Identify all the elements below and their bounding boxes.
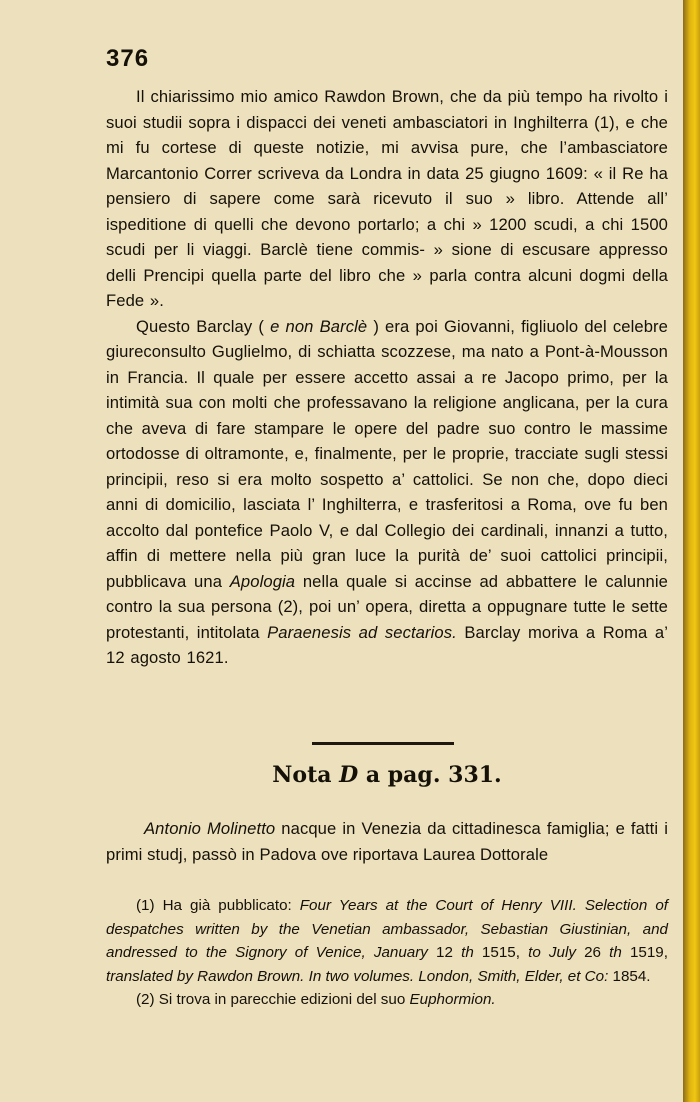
text-run: 1519,	[621, 944, 668, 962]
text-run: 1515,	[473, 944, 529, 962]
footnote	[106, 988, 668, 1012]
main-text	[106, 84, 668, 671]
text-run: 26	[575, 944, 610, 962]
italic-text: Antonio Molinetto	[144, 819, 276, 838]
italic-text: th	[609, 944, 622, 962]
text-run: (2) Si trova in parecchie edizioni del suo	[136, 991, 410, 1009]
note-heading-letter: D	[339, 762, 359, 788]
note-paragraph	[106, 816, 668, 868]
note-heading-post: a pag. 331.	[358, 762, 502, 788]
italic-text: Four Years at the Court of Henry VIII. Selection of despatches written by the Venetian ambassador, Sebastian Giustinian, and andressed to the Signory of Venice, January	[106, 897, 668, 962]
text-run: 12	[427, 944, 462, 962]
page-number: 376	[106, 45, 150, 72]
paragraph	[106, 314, 668, 671]
italic-text: Paraenesis ad sectarios.	[267, 622, 457, 642]
text-run: Questo Barclay (	[136, 316, 271, 336]
footnote	[106, 894, 668, 988]
paragraph	[106, 84, 668, 314]
italic-text: Euphormion.	[409, 991, 496, 1009]
note-heading-pre: Nota	[272, 762, 340, 788]
italic-text: translated by Rawdon Brown. In two volumes. London, Smith, Elder, et Co:	[106, 967, 609, 985]
note-heading	[106, 762, 668, 788]
text-run: Il chiarissimo mio amico Rawdon Brown, che da più tempo ha rivolto i suoi studii sopra i dispacci dei veneti ambasciatori in Inghilterra (1), e che mi fu cortese di queste notizie, mi avvisa pure, che l’ambasciatore Marcantonio Correr scriveva da Londra in data 25 giugno 1609: « il Re ha pensiero di sapere come sarà ricevuto il suo » libro. Attende all’ ispeditione di quelli che devono portarlo; a chi » 1200 scudi, a chi 1500 scudi per li viaggi. Barclè tiene commis- » sione di escusare appresso delli Prencipi quella parte del libro che » parla contra alcuni dogmi della Fede ».	[106, 87, 668, 310]
text-run: Barclay moriva a Roma a’ 12 agosto 1621.	[106, 622, 668, 667]
text-run: nacque in Venezia da cittadinesca famiglia; e fatti i primi studj, passò in Padova ove riportava Laurea Dottorale	[106, 819, 668, 864]
text-run: ) era poi Giovanni, figliuolo del celebre giureconsulto Guglielmo, di schiatta scozzese, ma nato a Pont-à-Mousson in Francia. Il quale per essere accetto assai a re Jacopo primo, per la intimità sua con molti che professavano la religione anglicana, per la cura che aveva di fare stampare le opere del padre suo contro le massime ortodosse di oltramonte, e, finalmente, per le proprie, tracciate sugli stessi principii, reso si era molto sospetto a’ cattolici. Se non che, dopo dieci anni di domicilio, lasciata l’ Inghilterra, e trasferitosi a Roma, ove fu ben accolto dal pontefice Paolo V, e dal Collegio dei cardinali, innanzi a tutto, affin di mettere nella più gran luce la purità de’ suoi cattolici principii, pubblicava una	[106, 316, 669, 591]
italic-text: Apologia	[229, 571, 296, 591]
italic-text: th	[461, 944, 474, 962]
text-run: 1854.	[608, 967, 651, 985]
footnotes	[106, 894, 668, 1012]
italic-text: to July	[528, 944, 576, 962]
text-run: nella quale si accinse ad abbattere le calunnie contro la sua persona (2), poi un’ opera, diretta a oppugnare tutte le sette protestanti, intitolata	[106, 571, 668, 642]
italic-text: e non Barclè	[270, 316, 368, 336]
text-run: (1) Ha già pubblicato:	[136, 897, 300, 914]
section-divider	[312, 742, 454, 745]
page-edge	[683, 0, 700, 1102]
